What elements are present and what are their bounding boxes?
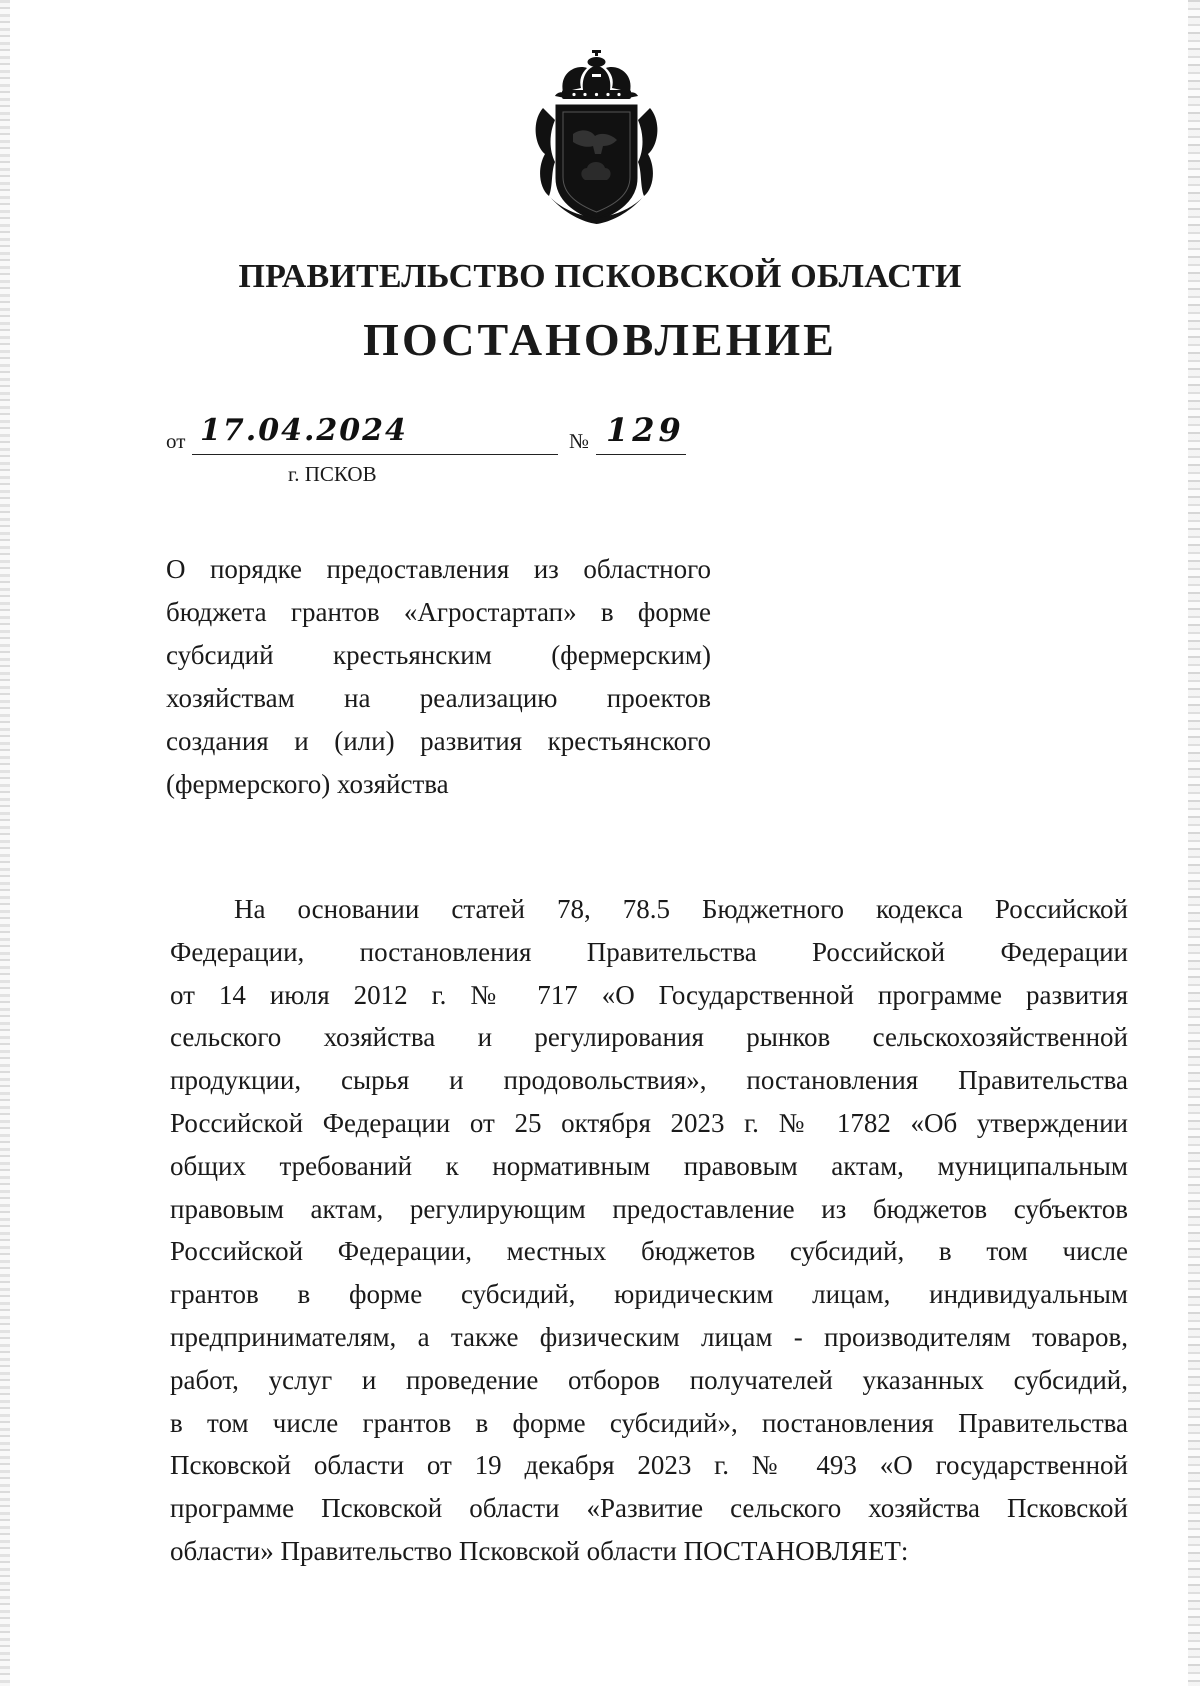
subject-line: (фермерского) хозяйства	[166, 769, 449, 799]
pskov-oblast-coat-of-arms-icon	[529, 50, 664, 225]
subject-line: субсидий крестьянским (фермерским)	[166, 640, 711, 670]
body-line: Российской Федерации, местных бюджетов субсидий, в том числе	[170, 1236, 1128, 1267]
handwritten-number: 129	[606, 411, 685, 449]
city-label: г. ПСКОВ	[288, 462, 377, 486]
body-line: Российской Федерации от 25 октября 2023 г. № 1782 «Об утверждении	[170, 1107, 1128, 1138]
subject-line: бюджета грантов «Агростартап» в форме	[166, 597, 711, 627]
body-line: от 14 июля 2012 г. № 717 «О Государственной программе развития	[170, 979, 1128, 1010]
body-line: сельского хозяйства и регулирования рынков сельскохозяйственной	[170, 1022, 1128, 1053]
subject-line: хозяйствам на реализацию проектов	[166, 683, 711, 713]
number-underline	[596, 454, 686, 455]
body-line: На основании статей 78, 78.5 Бюджетного кодекса Российской	[234, 894, 1128, 924]
body-line: работ, услуг и проведение отборов получателей указанных субсидий,	[170, 1364, 1128, 1395]
scan-edge-left	[0, 0, 10, 1686]
body-line: грантов в форме субсидий, юридическим лицам, индивидуальным	[170, 1279, 1128, 1310]
number-sign: №	[569, 429, 590, 453]
registration-row	[166, 411, 726, 457]
document-type-title: ПОСТАНОВЛЕНИЕ	[363, 314, 837, 365]
body-line: программе Псковской области «Развитие сельского хозяйства Псковской	[170, 1493, 1128, 1524]
body-line: общих требований к нормативным правовым актам, муниципальным	[170, 1150, 1128, 1181]
body-line: Федерации, постановления Правительства Российской Федерации	[170, 936, 1128, 967]
date-prefix: от	[166, 429, 186, 453]
handwritten-date: 17.04.2024	[200, 413, 408, 448]
subject-line: создания и (или) развития крестьянского	[166, 726, 711, 756]
document-subject	[166, 548, 711, 806]
body-line: области» Правительство Псковской области ПОСТАНОВЛЯЕТ:	[170, 1535, 909, 1566]
subject-line: О порядке предоставления из областного	[166, 554, 711, 584]
preamble-paragraph	[170, 888, 1128, 1573]
date-underline	[192, 454, 558, 455]
body-line: продукции, сырья и продовольствия», постановления Правительства	[170, 1065, 1128, 1096]
body-line: Псковской области от 19 декабря 2023 г. № 493 «О государственной	[170, 1450, 1128, 1481]
scan-edge-right	[1188, 0, 1200, 1686]
government-title: ПРАВИТЕЛЬСТВО ПСКОВСКОЙ ОБЛАСТИ	[238, 258, 962, 295]
body-line: предпринимателям, а также физическим лицам - производителям товаров,	[170, 1321, 1128, 1352]
body-line: правовым актам, регулирующим предоставление из бюджетов субъектов	[170, 1193, 1128, 1224]
body-line: в том числе грантов в форме субсидий», постановления Правительства	[170, 1407, 1128, 1438]
